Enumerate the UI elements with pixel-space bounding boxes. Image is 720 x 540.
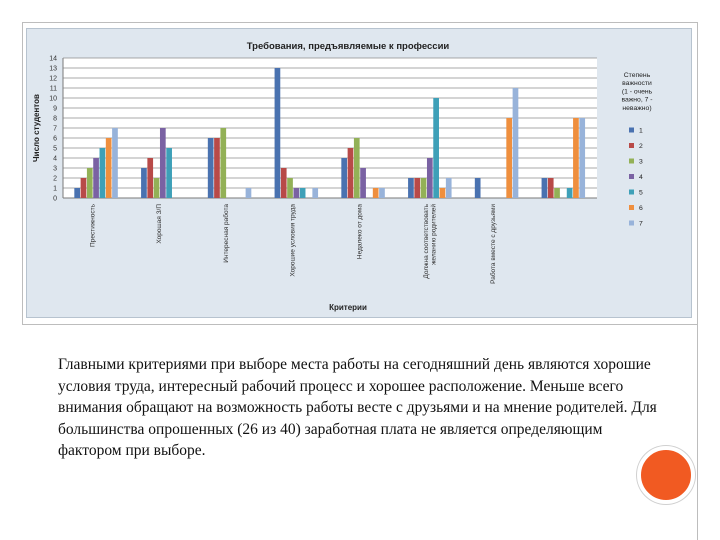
legend-title: Степень важности (1 - очень важно, 7 -неважно) xyxy=(621,72,653,112)
y-tick-label: 11 xyxy=(49,85,57,93)
bar xyxy=(293,188,299,198)
legend-label: 2 xyxy=(639,143,643,150)
bar xyxy=(440,188,446,198)
bar xyxy=(281,168,287,198)
bar xyxy=(87,168,93,198)
bar xyxy=(147,158,153,198)
bar xyxy=(379,188,385,198)
bar xyxy=(506,118,512,198)
legend-label: 6 xyxy=(639,205,643,212)
bar xyxy=(567,188,573,198)
bar xyxy=(214,138,220,198)
legend-label: 3 xyxy=(639,158,643,166)
x-tick-label: Хорошие условия труда xyxy=(289,204,297,277)
y-tick-label: 3 xyxy=(53,165,57,173)
bar xyxy=(408,178,414,198)
y-tick-label: 5 xyxy=(53,145,57,153)
y-tick-label: 10 xyxy=(49,95,57,103)
y-tick-label: 2 xyxy=(53,175,57,183)
slide-body-text: Главными критериями при выборе места работы на сегодняшний день являются хорошие условия труда, интересный рабочий процесс и хорошее расположение. Меньше всего внимания обращают на возможность работы весте с друзьями и на мнение родителей. Для большинства опрошенных (26 из 40) заработная плата не является определяющим фактором при выборе. xyxy=(58,356,657,459)
slide-frame-top xyxy=(22,22,698,23)
bar xyxy=(106,138,112,198)
bar xyxy=(81,178,87,198)
bar xyxy=(554,188,560,198)
legend-label: 4 xyxy=(639,174,643,181)
y-tick-label: 7 xyxy=(53,125,57,133)
y-tick-label: 0 xyxy=(53,195,57,203)
bar xyxy=(421,178,427,198)
bar xyxy=(579,118,585,198)
bar xyxy=(348,148,354,198)
x-axis-label: Критерии xyxy=(329,303,367,312)
y-tick-label: 14 xyxy=(49,55,57,63)
bar xyxy=(93,158,99,198)
bar xyxy=(287,178,293,198)
bar xyxy=(160,128,166,198)
x-tick-label: Работа вместе с друзьями xyxy=(489,204,497,284)
bar xyxy=(433,98,439,198)
x-tick-label: Престижность xyxy=(89,204,97,247)
y-axis-label: Число студентов xyxy=(32,94,41,162)
bar xyxy=(208,138,214,198)
chart-title: Требования, предъявляемые к профессии xyxy=(246,41,450,52)
bar xyxy=(246,188,252,198)
chart-container xyxy=(26,28,692,318)
bar xyxy=(112,128,118,198)
legend-swatch xyxy=(629,190,634,195)
legend-label: 5 xyxy=(639,189,643,197)
x-tick-label: Интересная работа xyxy=(222,204,230,263)
bar xyxy=(74,188,80,198)
slide-frame-right-lower xyxy=(697,324,698,540)
bar-chart xyxy=(27,29,693,319)
x-tick-label: Хорошая З/П xyxy=(156,204,164,244)
legend-swatch xyxy=(629,205,634,210)
bar xyxy=(414,178,420,198)
slide-frame-right xyxy=(697,22,698,325)
y-tick-label: 9 xyxy=(53,105,57,113)
x-tick-label: Должна соответствоватьжеланию родителей xyxy=(423,204,438,279)
bar xyxy=(220,128,226,198)
decorative-circle xyxy=(637,446,695,504)
legend-swatch xyxy=(629,174,634,179)
bar xyxy=(427,158,433,198)
bar xyxy=(548,178,554,198)
bar xyxy=(475,178,481,198)
legend-swatch xyxy=(629,143,634,148)
y-tick-label: 8 xyxy=(53,115,57,123)
y-tick-label: 13 xyxy=(49,65,57,73)
bar xyxy=(141,168,147,198)
legend-swatch xyxy=(629,128,634,133)
bar xyxy=(573,118,579,198)
bar xyxy=(300,188,306,198)
y-tick-label: 6 xyxy=(53,135,57,143)
legend-swatch xyxy=(629,159,634,164)
legend-label: 7 xyxy=(639,220,643,228)
bar xyxy=(154,178,160,198)
bar xyxy=(341,158,347,198)
slide-frame-left xyxy=(22,22,23,325)
bar xyxy=(373,188,379,198)
y-tick-label: 1 xyxy=(53,185,57,193)
bar xyxy=(446,178,452,198)
legend-swatch xyxy=(629,221,634,226)
slide-frame-bottom xyxy=(22,324,698,325)
bar xyxy=(275,68,281,198)
legend-label: 1 xyxy=(639,127,643,135)
bar xyxy=(513,88,519,198)
bar xyxy=(542,178,548,198)
bar xyxy=(166,148,172,198)
x-tick-label: Недалеко от дома xyxy=(356,204,364,260)
bar xyxy=(100,148,106,198)
y-tick-label: 4 xyxy=(53,155,57,163)
y-tick-label: 12 xyxy=(49,75,57,83)
bar xyxy=(354,138,360,198)
bar xyxy=(360,168,366,198)
bar xyxy=(312,188,318,198)
